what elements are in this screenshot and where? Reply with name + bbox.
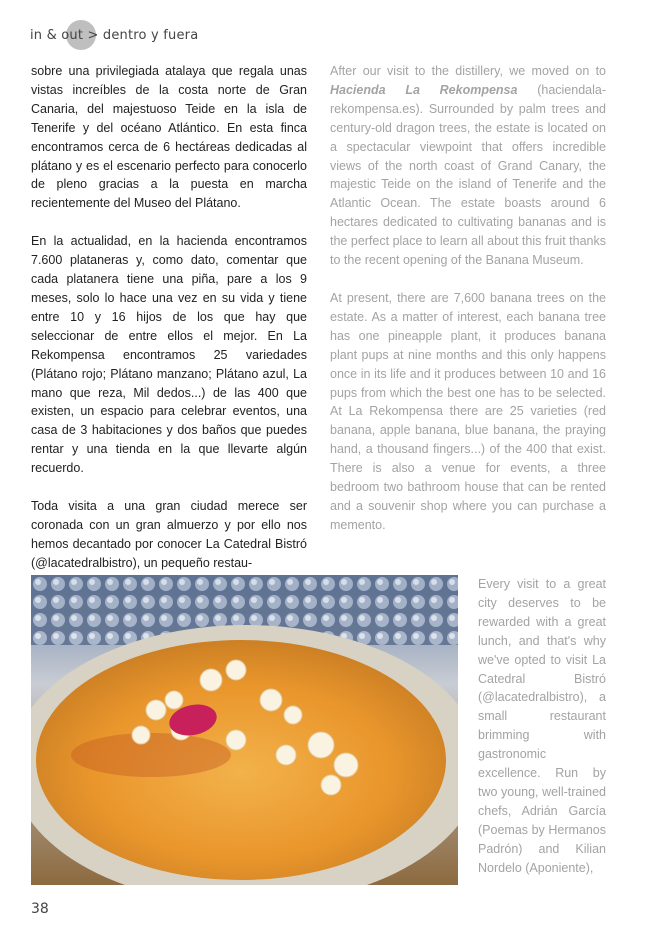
english-paragraph-1-end: (haciendala-rekompensa.es). Surrounded by palm trees and century-old dragon trees, the estate is located on a spectacular viewpoint that offers incredible views of the north coast of Grand Canary, the majestic Teide on the island of Tenerife and the Atlantic Ocean. The estate boasts around 6 hectares dedicated to cultivating bananas and is the perfect place to learn all about this fruit thanks to the recent opening of the Banana Museum. [330, 82, 607, 268]
english-paragraph-1-start: After our visit to the distillery, we moved on to [330, 64, 606, 78]
spanish-text-column [31, 62, 307, 573]
side-paragraph: Every visit to a great city deserves to be rewarded with a great lunch, and that's why we've opted to visit La Catedral Bistró (@lacatedralbistro), a small restaurant brimming with gastronomic excellence. Run by two young, well-trained chefs, Adrián García (Poemas by Hermanos Padrón) and Kilian Nordelo (Aponiente), [478, 577, 606, 875]
spanish-paragraph-3: Toda visita a una gran ciudad merece ser coronada con un gran almuerzo y por ello nos hemos decantado por conocer La Catedral Bistró (@lacatedralbistro), un pequeño restau- [31, 499, 307, 570]
soup-photo-illustration [31, 575, 458, 885]
section-header [30, 20, 198, 50]
soup-photo [31, 575, 458, 885]
hacienda-name: Hacienda La Rekompensa [330, 82, 518, 97]
english-text-column [330, 62, 606, 535]
side-text-column [478, 575, 606, 878]
english-paragraph-2: At present, there are 7,600 banana trees on the estate. As a matter of interest, each banana tree has one pineapple plant, it produces banana plant pups at nine months and this only happens once in its life and it produces between 10 and 16 pups from which the best one has to be selected. At La Rekompensa there are 25 varieties (red banana, apple banana, blue banana, the praying hand, a thousand fingers...) of the 400 that exist. There is also a venue for events, a three bedroom two bathroom house that can be rented and a souvenir shop where you can purchase a memento. [330, 290, 606, 532]
section-label: in & out > dentro y fuera [30, 27, 199, 43]
page-number: 38 [31, 901, 49, 917]
english-paragraph-1 [330, 62, 606, 270]
spanish-paragraph-2: En la actualidad, en la hacienda encontramos 7.600 plataneras y, como dato, comentar que cada platanera tiene una piña, pare a los 9 meses, solo lo hace una vez en su vida y tiene entre 10 y 16 hijos de los que hay que seleccionar de entre ellos el mejor. En La Rekompensa encontramos 25 variedades (Plátano rojo; Plátano manzano; Plátano azul, La mano que reza, Mil dedos...) de las 400 que existen, un espacio para celebrar eventos, una casa de 3 habitaciones y dos baños que puedes rentar y una tienda en la que llevarte algún recuerdo. [31, 234, 307, 476]
spanish-paragraph-1: sobre una privilegiada atalaya que regala unas vistas increíbles de la costa norte de Gran Canaria, del majestuoso Teide en la isla de Tenerife y del océano Atlántico. En esta finca encontramos cerca de 6 hectáreas dedicadas al plátano y es el escenario perfecto para conocerlo de pleno gracias a la puesta en marcha recientemente del Museo del Plátano. [31, 64, 307, 211]
